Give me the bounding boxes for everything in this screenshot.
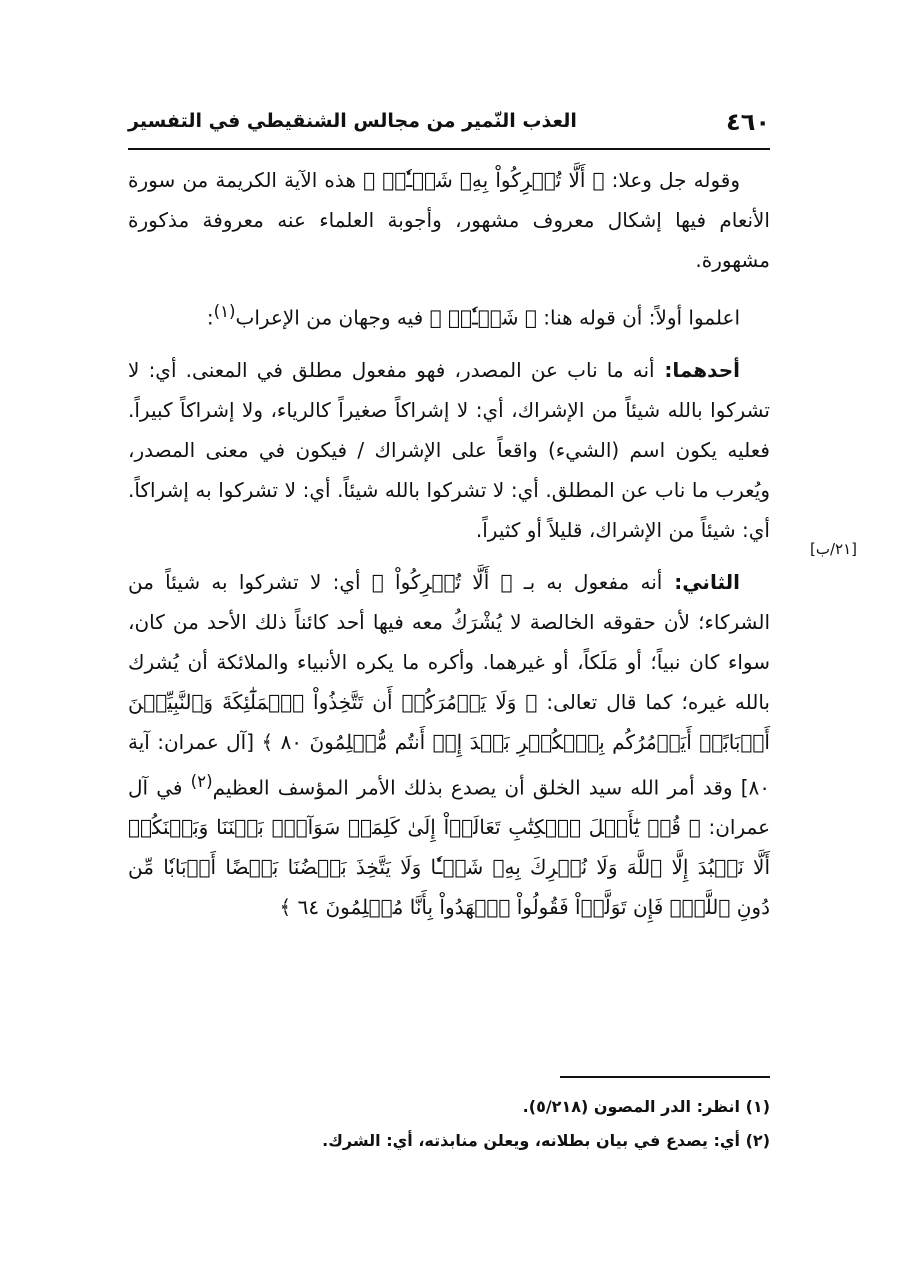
paragraph-text: أي: لا تشركوا به شيئاً من الشركاء؛ لأن حقوقه الخالصة لا يُشْرَكُ معه فيها أحد كائناً ذلك الأحد من كان، سواء كان نبياً؛ أو مَلَكاً، أو غيرهما. وأكره ما يكره الأنبياء والملائكة أن يُشرك بالله غيره؛ كما قال تعالى: [128, 569, 770, 714]
paragraph-text: في آل عمران: [128, 775, 771, 840]
paragraph-text: فيه وجهان من الإعراب [235, 305, 430, 330]
paragraph [128, 562, 770, 928]
footnote-marker: (٢) [190, 771, 213, 791]
paragraph-text: وقوله جل وعلا: [604, 168, 741, 192]
manuscript-folio-marker: [٢١/ب] [810, 540, 858, 558]
footnote-separator [560, 1076, 770, 1078]
paragraph-text: : [206, 305, 214, 330]
paragraph [128, 350, 770, 550]
section-heading: أحدهما: [654, 357, 740, 382]
paragraph-text: هذه الآية الكريمة من سورة الأنعام فيها إشكال معروف مشهور، وأجوبة العلماء عنه معروفة مذكورة مشهورة. [128, 168, 770, 272]
book-title: العذب النّمير من مجالس الشنقيطي في التفسير [128, 110, 577, 132]
paragraph [128, 160, 770, 280]
quran-verse: ﴿ قُلۡ يَٰٓأَهۡلَ ٱلۡكِتَٰبِ تَعَالَوۡاْ إِلَىٰ كَلِمَةٖ سَوَآءِۭ بَيۡنَنَا وَبَيۡنَكُمۡ أَلَّا نَعۡبُدَ إِلَّا ٱللَّهَ وَلَا نُشۡرِكَ بِهِۦ شَيۡـٔٗا وَلَا يَتَّخِذَ بَعۡضُنَا بَعۡضًا أَرۡبَابٗا مِّن دُونِ ٱللَّهِۚ فَإِن تَوَلَّوۡاْ فَقُولُواْ ٱشۡهَدُواْ بِأَنَّا مُسۡلِمُونَ ٦٤ ﴾ [128, 815, 770, 920]
paragraph-text: أنه ما ناب عن المصدر، فهو مفعول مطلق في المعنى. أي: لا تشركوا بالله شيئاً من الإشراك، أي: لا إشراكاً صغيراً كالرياء، ولا إشراكاً كبيراً. فعليه يكون اسم (الشيء) واقعاً على الإشراك / فيكون في معنى المصدر، ويُعرب ما ناب عن المطلق. أي: لا تشركوا بالله شيئاً. أي: لا تشركوا به إشراكاً. أي: شيئاً من الإشراك، قليلاً أو كثيراً. [128, 357, 770, 542]
page-header [128, 108, 770, 150]
paragraph-text: اعلموا أولاً: أن قوله هنا: [536, 305, 740, 330]
main-text [128, 160, 770, 939]
quran-verse: ﴿ وَلَا يَأۡمُرَكُمۡ أَن تَتَّخِذُواْ ٱلۡمَلَٰٓئِكَةَ وَٱلنَّبِيِّـۧنَ أَرۡبَابًاۗ أَيَأۡمُرُكُم بِٱلۡكُفۡرِ بَعۡدَ إِذۡ أَنتُم مُّسۡلِمُونَ ٨٠ ﴾ [128, 689, 770, 754]
quran-verse: ﴿ أَلَّا تُشۡرِكُواْ ﴾ [371, 569, 513, 594]
footnote-2: (٢) أي: يصدع في بيان بطلانه، ويعلن منابذته، أي: الشرك. [322, 1131, 770, 1150]
footnote-marker: (١) [213, 302, 236, 321]
paragraph-text: أنه مفعول به بـ [512, 569, 663, 594]
page-number: ٤٦٠ [726, 108, 770, 136]
quran-verse: ﴿ أَلَّا تُشۡرِكُواْ بِهِۦ شَيۡـٔٗاۖ ﴾ [363, 168, 605, 192]
paragraph-text: [آل عمران: آية ٨٠] وقد أمر الله سيد الخلق أن يصدع بذلك الأمر المؤسف العظيم [128, 729, 770, 800]
section-heading: الثاني: [662, 569, 740, 594]
paragraph [128, 292, 770, 338]
footnote-1: (١) انظر: الدر المصون (٥/٢١٨). [522, 1097, 770, 1116]
footnotes [128, 1090, 770, 1158]
quran-verse: ﴿ شَيۡـٔٗاۖ ﴾ [429, 305, 537, 330]
